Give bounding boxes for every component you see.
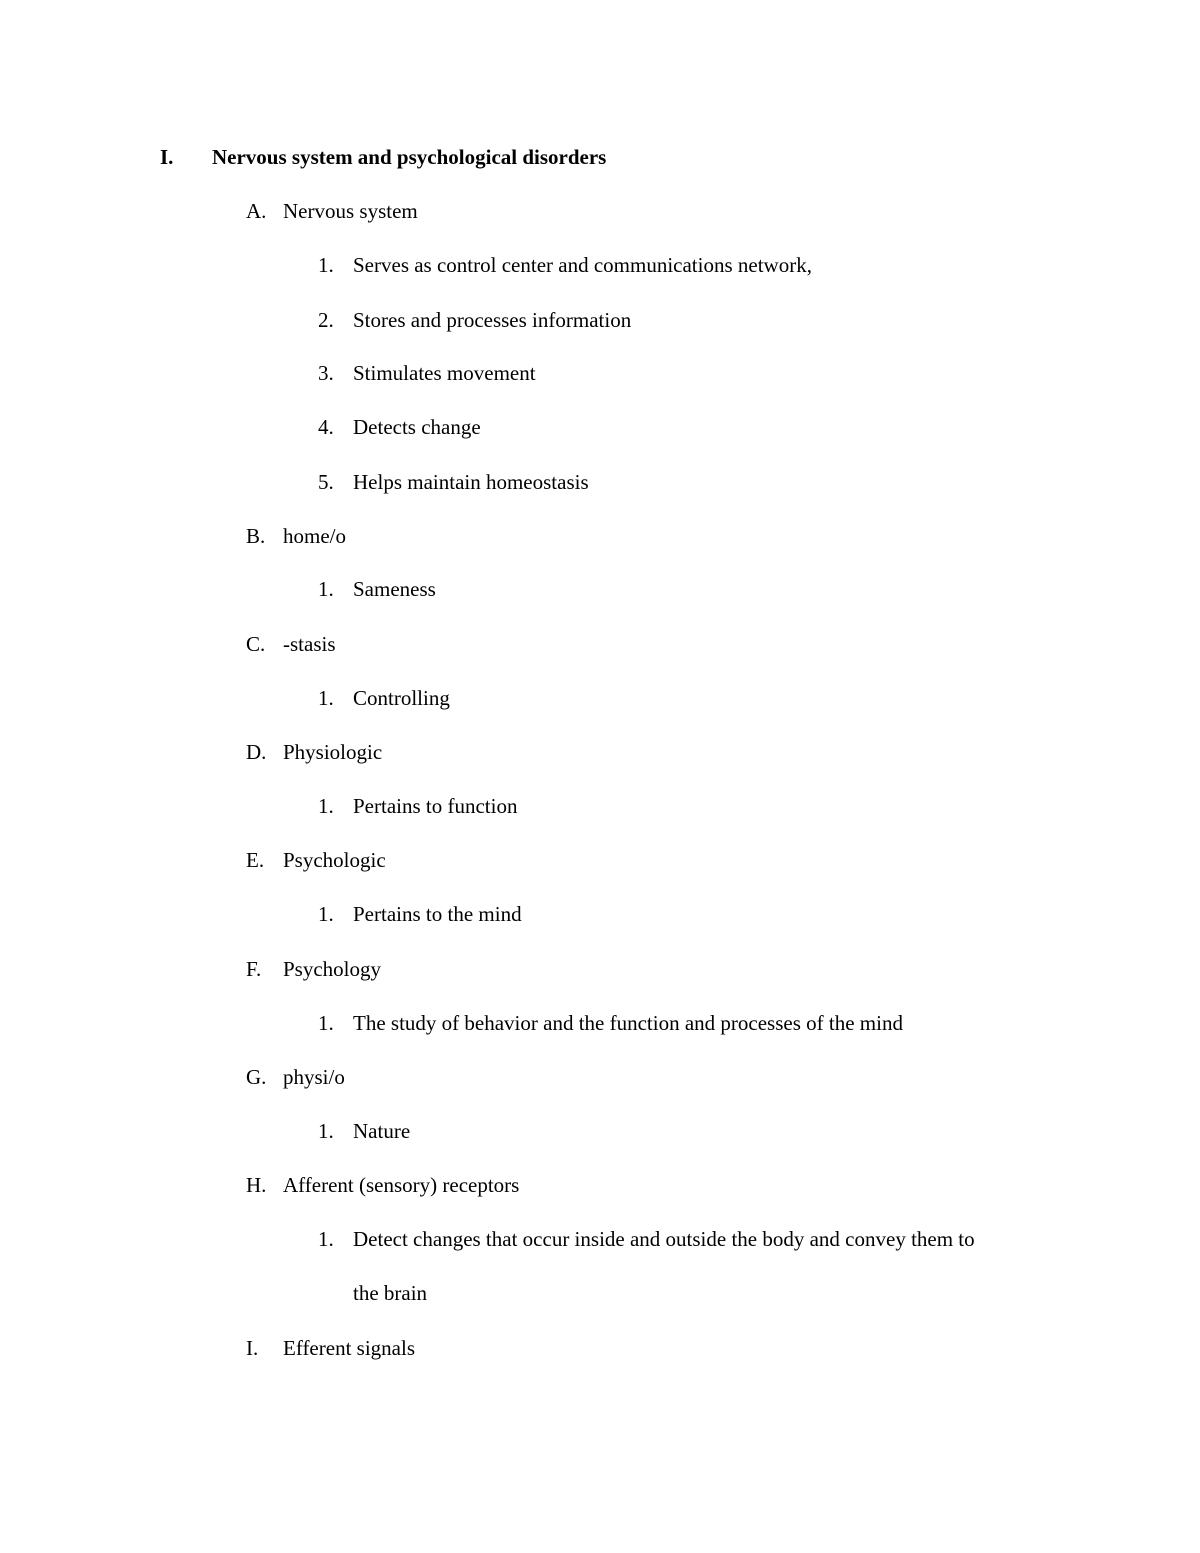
item-text: Helps maintain homeostasis <box>353 470 589 494</box>
heading-text: Nervous system and psychological disorders <box>212 145 607 169</box>
item-marker: 1. <box>318 1227 334 1251</box>
section-text: Afferent (sensory) receptors <box>283 1173 520 1197</box>
section-marker: D. <box>246 740 267 764</box>
item-marker: 1. <box>318 1119 334 1143</box>
heading-marker: I. <box>160 145 174 169</box>
item-marker: 1. <box>318 794 334 818</box>
item-text: Pertains to the mind <box>353 902 522 926</box>
item-text: Stores and processes information <box>353 308 632 332</box>
section-text: Efferent signals <box>283 1336 415 1360</box>
section-marker: G. <box>246 1065 267 1089</box>
section-marker: H. <box>246 1173 267 1197</box>
section-text: physi/o <box>283 1065 345 1089</box>
section-marker: F. <box>246 957 262 981</box>
item-text: Detects change <box>353 415 481 439</box>
section-marker: C. <box>246 632 266 656</box>
item-marker: 2. <box>318 308 334 332</box>
item-text: Controlling <box>353 686 450 710</box>
section-text: Psychologic <box>283 848 386 872</box>
section-marker: I. <box>246 1336 259 1360</box>
item-text: Detect changes that occur inside and outside the body and convey them to <box>353 1227 975 1251</box>
item-marker: 3. <box>318 361 334 385</box>
section-marker: B. <box>246 524 266 548</box>
item-text: The study of behavior and the function and processes of the mind <box>353 1011 903 1035</box>
section-text: Nervous system <box>283 199 418 223</box>
item-text: Serves as control center and communications network, <box>353 253 812 277</box>
section-marker: A. <box>246 199 267 223</box>
item-marker: 4. <box>318 415 334 439</box>
item-marker: 1. <box>318 902 334 926</box>
item-marker: 5. <box>318 470 334 494</box>
section-text: -stasis <box>283 632 336 656</box>
item-text: Nature <box>353 1119 411 1143</box>
section-text: home/o <box>283 524 346 548</box>
item-continuation-text: the brain <box>353 1281 428 1305</box>
item-marker: 1. <box>318 1011 334 1035</box>
item-text: Stimulates movement <box>353 361 536 385</box>
section-marker: E. <box>246 848 265 872</box>
item-marker: 1. <box>318 686 334 710</box>
item-text: Sameness <box>353 577 436 601</box>
item-text: Pertains to function <box>353 794 518 818</box>
item-marker: 1. <box>318 577 334 601</box>
section-text: Psychology <box>283 957 382 981</box>
item-marker: 1. <box>318 253 334 277</box>
section-text: Physiologic <box>283 740 383 764</box>
